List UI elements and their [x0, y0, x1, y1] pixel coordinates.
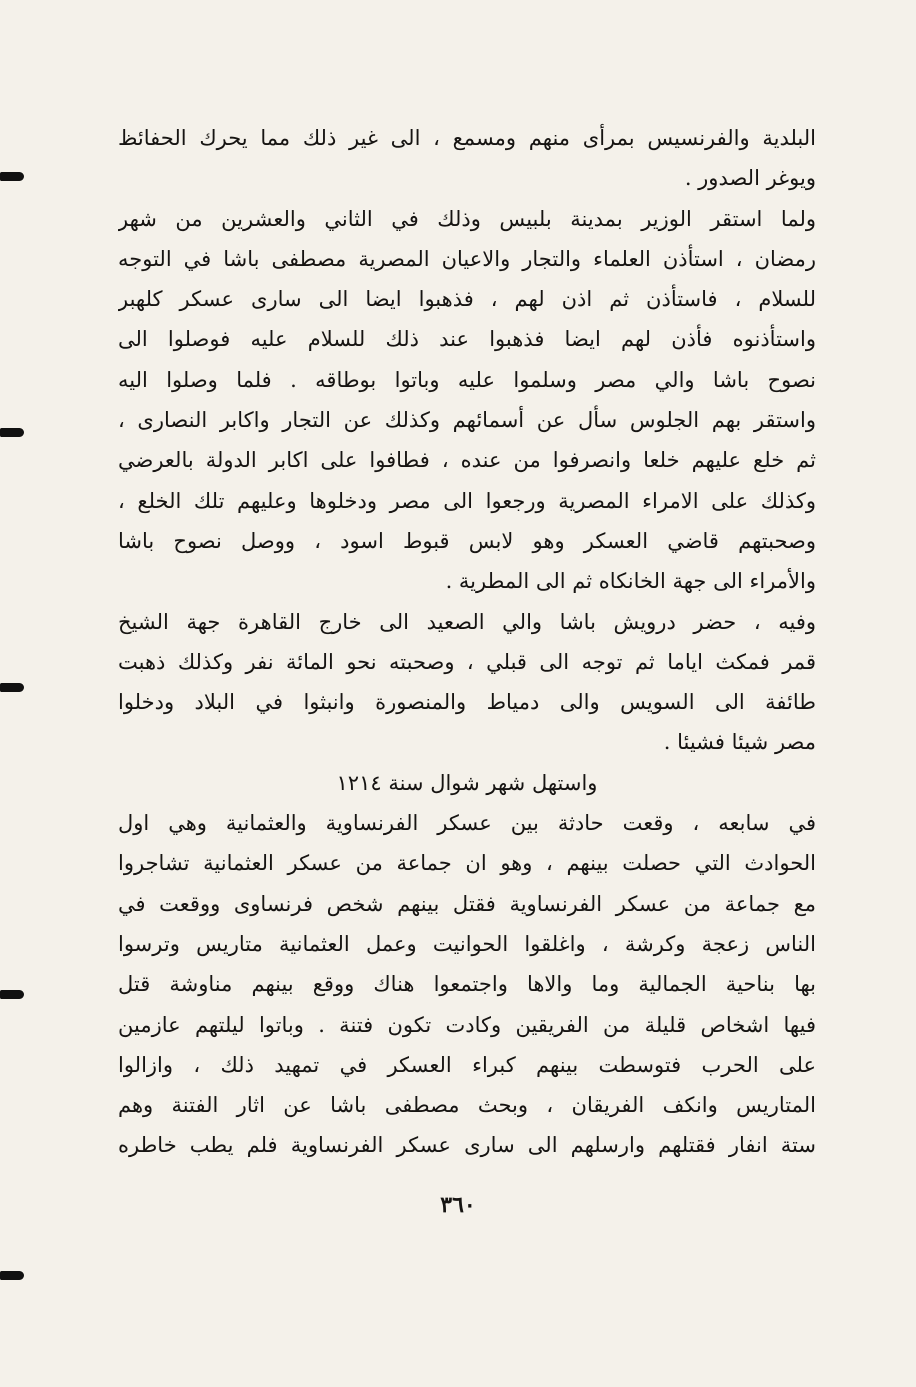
page-edge-mark — [0, 172, 24, 181]
text-line: البلدية والفرنسيس بمرأى منهم ومسمع ، الى غير ذلك مما يحرك الحفائظ — [118, 126, 816, 150]
text-line: وصحبتهم قاضي العسكر وهو لابس قبوط اسود ، ووصل نصوح باشا — [118, 528, 816, 553]
text-line: وفيه ، حضر درويش باشا والي الصعيد الى خارج القاهرة جهة الشيخ — [118, 609, 816, 634]
text-line: للسلام ، فاستأذن ثم اذن لهم ، فذهبوا ايضا الى سارى عسكر كلهبر — [118, 287, 816, 312]
text-line: مع جماعة من عسكر الفرنساوية فقتل بينهم شخص فرنساوى ووقعت في — [118, 891, 816, 916]
text-line: وكذلك على الامراء المصرية ورجعوا الى مصر ودخلوها وعليهم تلك الخلع ، — [118, 488, 816, 513]
text-line: الحوادث التي حصلت بينهم ، وهو ان جماعة من عسكر العثمانية تشاجروا — [118, 851, 816, 876]
text-line: المتاريس وانكف الفريقان ، وبحث مصطفى باشا عن اثار الفتنة وهم — [118, 1093, 816, 1118]
body-text — [118, 118, 816, 1166]
page-number: ٣٦٠ — [440, 1192, 476, 1218]
page-edge-mark — [0, 1271, 24, 1280]
text-line: رمضان ، استأذن العلماء والتجار والاعيان المصرية مصطفى باشا في التوجه — [118, 246, 816, 271]
text-line: قمر فمكث اياما ثم توجه الى قبلي ، وصحبته نحو المائة نفر وكذلك ذهبت — [118, 649, 816, 674]
text-line: فيها اشخاص قليلة من الفريقين وكادت تكون فتنة . وباتوا ليلتهم عازمين — [118, 1012, 816, 1037]
page-edge-mark — [0, 683, 24, 692]
page-edge-mark — [0, 990, 24, 999]
text-line: في سابعه ، وقعت حادثة بين عسكر الفرنساوية والعثمانية وهي اول — [118, 811, 816, 836]
text-line: بها بناحية الجمالية وما والاها واجتمعوا هناك ووقع بينهم مناوشة قتل — [118, 972, 816, 997]
text-line: واستأذنوه فأذن لهم ايضا فذهبوا عند ذلك للسلام عليه فوصلوا الى — [118, 327, 816, 352]
text-line: ويوغر الصدور . — [684, 166, 816, 191]
text-line: على الحرب فتوسطت بينهم كبراء العسكر في تمهيد ذلك ، وازالوا — [118, 1052, 816, 1077]
text-line: ولما استقر الوزير بمدينة بلبيس وذلك في الثاني والعشرين من شهر — [118, 206, 816, 231]
text-line: الناس زعجة وكرشة ، واغلقوا الحوانيت وعمل العثمانية متاريس وترسوا — [118, 931, 816, 956]
text-line: مصر شيئا فشيئا . — [663, 730, 816, 755]
section-heading: واستهل شهر شوال سنة ١٢١٤ — [336, 770, 598, 795]
text-line: ثم خلع عليهم خلعا وانصرفوا من عنده ، فطافوا على اكابر الدولة بالعرضي — [118, 448, 816, 473]
text-line: طائفة الى السويس والى دمياط والمنصورة وانبثوا في البلاد ودخلوا — [118, 690, 816, 715]
text-line: والأمراء الى جهة الخانكاه ثم الى المطرية . — [445, 569, 816, 594]
text-line: نصوح باشا والي مصر وسلموا عليه وباتوا بوطاقه . فلما وصلوا اليه — [118, 367, 816, 392]
text-line: واستقر بهم الجلوس سأل عن أسمائهم وكذلك عن التجار واكابر النصارى ، — [118, 408, 816, 433]
page-edge-mark — [0, 428, 24, 437]
text-line: ستة انفار فقتلهم وارسلهم الى سارى عسكر الفرنساوية فلم يطب خاطره — [118, 1133, 816, 1158]
